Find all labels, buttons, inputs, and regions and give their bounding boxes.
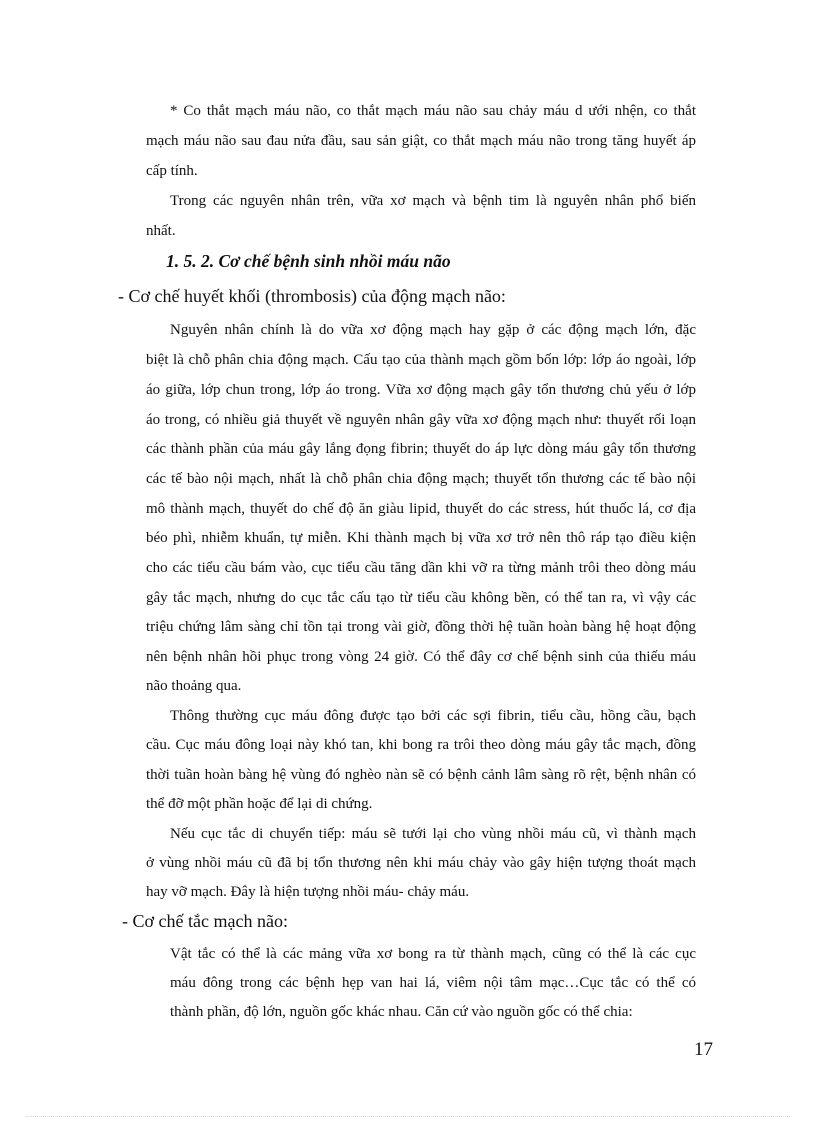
- paragraph-5-line-1: Nếu cục tắc di chuyển tiếp: máu sẽ tưới lại cho vùng nhồi máu cũ, vì thành mạch: [170, 826, 696, 842]
- paragraph-5-line-3: hay vỡ mạch. Đây là hiện tượng nhồi máu- chảy máu.: [146, 884, 470, 900]
- subheading-thrombosis: - Cơ chế huyết khối (thrombosis) của động mạch não:: [118, 286, 506, 306]
- paragraph-4-line-1: Thông thường cục máu đông được tạo bởi các sợi fibrin, tiểu cầu, hồng cầu, bạch: [170, 708, 696, 724]
- paragraph-3-line-6: các tế bào nội mạch, nhất là chỗ phân chia động mạch; thuyết tổn thương các tế bào nội: [146, 471, 696, 487]
- paragraph-3-line-3: áo giữa, lớp chun trong, lớp áo trong. Vữa xơ động mạch gây tổn thương chủ yếu ở lớp: [146, 382, 696, 398]
- paragraph-1-line-2: mạch máu não sau đau nửa đầu, sau sản giật, co thắt mạch máu não trong tăng huyết áp: [146, 133, 696, 149]
- paragraph-3-line-11: triệu chứng lâm sàng chỉ tồn tại trong vài giờ, đồng thời hệ tuần hoàn bàng hệ hoạt động: [146, 619, 696, 635]
- paragraph-3-line-9: cho các tiểu cầu bám vào, cục tiểu cầu tăng dần khi vỡ ra từng mảnh trôi theo dòng máu: [146, 560, 696, 576]
- paragraph-1-line-1: * Co thắt mạch máu não, co thắt mạch máu não sau chảy máu d ưới nhện, co thắt: [170, 103, 696, 119]
- paragraph-2-line-2: nhất.: [146, 223, 176, 239]
- paragraph-3-line-1: Nguyên nhân chính là do vữa xơ động mạch hay gặp ở các động mạch lớn, đặc: [170, 322, 696, 338]
- page-bottom-divider: [26, 1116, 790, 1117]
- paragraph-3-line-5: các thành phần của máu gây lắng đọng fibrin; thuyết do áp lực dòng máu gây tổn thương: [146, 441, 696, 457]
- paragraph-3-line-2: biệt là chỗ phân chia động mạch. Cấu tạo của thành mạch gồm bốn lớp: lớp áo ngoài, lớp: [146, 352, 696, 368]
- paragraph-6-line-3: thành phần, độ lớn, nguồn gốc khác nhau. Căn cứ vào nguồn gốc có thể chia:: [170, 1004, 633, 1020]
- paragraph-3-line-12: nên bệnh nhân hồi phục trong vòng 24 giờ. Có thể đây cơ chế bệnh sinh của thiếu máu: [146, 649, 696, 665]
- paragraph-3-line-10: gây tắc mạch, nhưng do cục tắc cấu tạo từ tiểu cầu không bền, có thể tan ra, vì vậy các: [146, 590, 696, 606]
- paragraph-3-line-8: béo phì, nhiễm khuẩn, tự miễn. Khi thành mạch bị vữa xơ trở nên thô ráp tạo điều kiện: [146, 530, 696, 546]
- page-number: 17: [694, 1039, 713, 1060]
- paragraph-4-line-2: cầu. Cục máu đông loại này khó tan, khi bong ra trôi theo dòng máu gây tắc mạch, đồng: [146, 737, 696, 753]
- paragraph-2-line-1: Trong các nguyên nhân trên, vữa xơ mạch và bệnh tim là nguyên nhân phổ biến: [170, 193, 696, 209]
- paragraph-4-line-4: thể đỡ một phần hoặc để lại di chứng.: [146, 796, 373, 812]
- paragraph-6-line-1: Vật tắc có thể là các mảng vữa xơ bong ra từ thành mạch, cũng có thể là các cục: [170, 946, 696, 962]
- paragraph-3-line-13: não thoảng qua.: [146, 678, 242, 694]
- paragraph-4-line-3: thời tuần hoàn bàng hệ vùng đó nghèo nàn sẽ có bệnh cảnh lâm sàng rõ rệt, bệnh nhân có: [146, 767, 696, 783]
- paragraph-5-line-2: ở vùng nhồi máu cũ đã bị tổn thương nên khi máu chảy vào gây hiện tượng thoát mạch: [146, 855, 696, 871]
- paragraph-6-line-2: máu đông trong các bệnh hẹp van hai lá, viêm nội tâm mạc…Cục tắc có thể có: [170, 975, 696, 991]
- paragraph-3-line-7: mô thành mạch, thuyết do chế độ ăn giàu lipid, thuyết do các stress, hút thuốc lá, cơ địa: [146, 501, 696, 517]
- section-heading: 1. 5. 2. Cơ chế bệnh sinh nhồi máu não: [166, 251, 451, 271]
- paragraph-1-line-3: cấp tính.: [146, 163, 198, 179]
- paragraph-3-line-4: áo trong, có nhiều giả thuyết về nguyên nhân gây vữa xơ động mạch như: thuyết rối loạn: [146, 412, 696, 428]
- subheading-embolism: - Cơ chế tắc mạch não:: [122, 911, 288, 931]
